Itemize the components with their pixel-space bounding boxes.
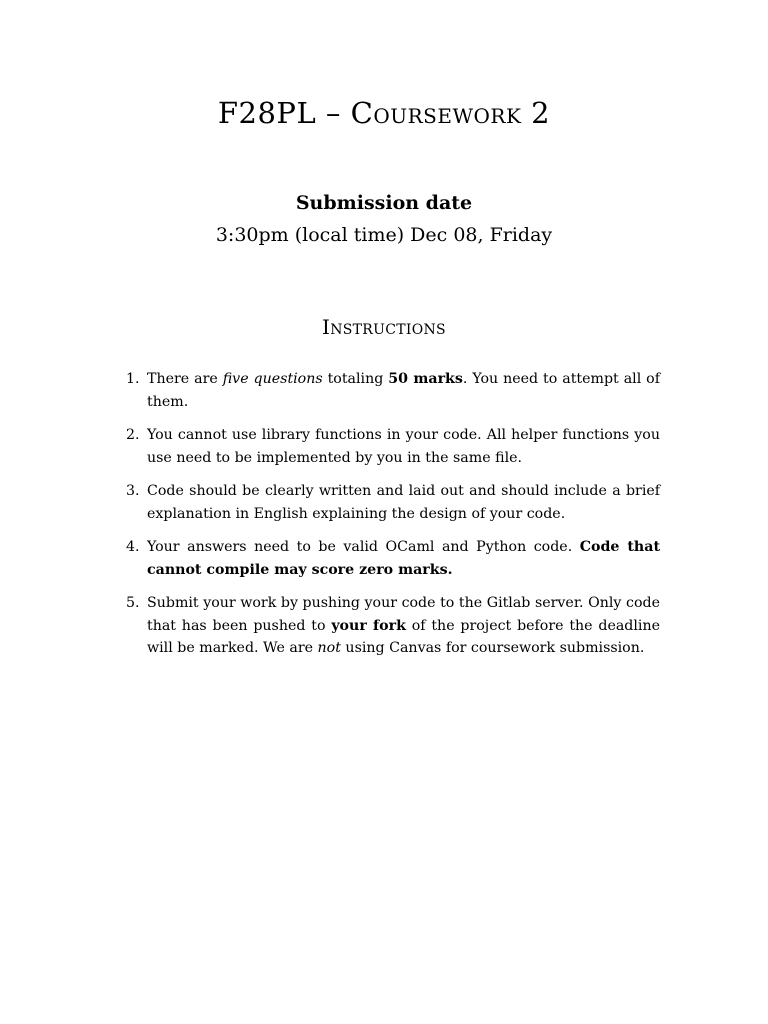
instruction-text: totaling [322, 371, 389, 387]
instructions-heading: Instructions [322, 315, 446, 339]
coursework-name: Coursework 2 [350, 96, 551, 130]
instruction-item [120, 536, 660, 581]
course-code: F28PL – [217, 96, 351, 130]
instruction-text: There are [147, 371, 223, 387]
instruction-item [120, 368, 660, 413]
instruction-item [120, 592, 660, 660]
instruction-text: Submit your work by pushing your code to the Gitlab server. Only code that has been pushed to [147, 595, 660, 634]
instruction-emphasis: five questions [222, 371, 323, 387]
instruction-item [120, 480, 660, 525]
instruction-text: . You need to attempt all of them. [147, 371, 660, 410]
submission-date-value: 3:30pm (local time) Dec 08, Friday [215, 224, 553, 246]
page-title [0, 96, 768, 130]
submission-date-label: Submission date [295, 192, 473, 214]
instruction-number: 1. [126, 371, 140, 387]
instruction-text: Your answers need to be valid OCaml and Python code. [147, 539, 580, 555]
instruction-text: Code should be clearly written and laid out and should include a brief explanation in English explaining the design of your code. [147, 483, 660, 522]
instruction-text: using Canvas for coursework submission. [340, 640, 645, 656]
instruction-strong: Code that cannot compile may score zero marks. [147, 539, 660, 578]
instruction-emphasis: not [317, 640, 341, 656]
instruction-item [120, 424, 660, 469]
instruction-number: 3. [126, 483, 140, 499]
instructions-list [120, 368, 660, 671]
instruction-strong: 50 marks [388, 371, 463, 387]
instruction-number: 4. [126, 539, 140, 555]
instruction-text: of the project before the deadline will be marked. We are [147, 617, 661, 656]
instruction-text: You cannot use library functions in your code. All helper functions you use need to be implemented by you in the same file. [147, 427, 660, 466]
instruction-strong: your fork [331, 617, 406, 634]
instruction-number: 2. [126, 427, 140, 443]
instruction-number: 5. [126, 595, 140, 611]
